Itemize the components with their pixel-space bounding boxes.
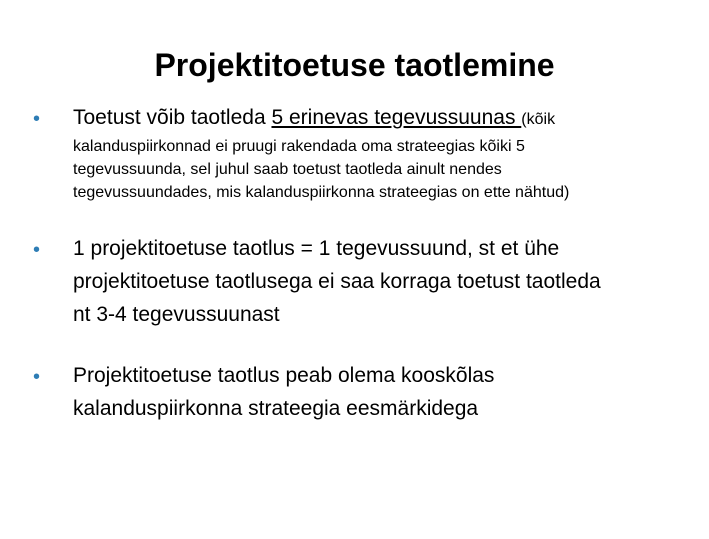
bullet-1-emphasis: 5 erinevas tegevussuunas	[271, 106, 522, 129]
slide-title: Projektitoetuse taotlemine	[154, 47, 555, 83]
bullet-1-lead: Toetust võib taotleda	[73, 106, 272, 129]
bullet-2-line-1: 1 projektitoetuse taotlus = 1 tegevussuund, st et ühe	[73, 237, 560, 260]
bullet-icon: •	[33, 108, 41, 130]
bullet-3-line-2: kalanduspiirkonna strateegia eesmärkidega	[73, 397, 479, 420]
bullet-1-note-line-1: kalanduspiirkonnad ei pruugi rakendada oma strateegias kõiki 5	[73, 138, 525, 155]
bullet-2-line-3: nt 3-4 tegevussuunast	[73, 303, 280, 326]
bullet-3-line-1: Projektitoetuse taotlus peab olema kooskõlas	[73, 364, 495, 387]
bullet-2-line-2: projektitoetuse taotlusega ei saa korraga toetust taotleda	[73, 270, 601, 293]
bullet-1-note-line-3: tegevussuundades, mis kalanduspiirkonna strateegias on ette nähtud)	[73, 184, 570, 201]
bullet-icon: •	[33, 239, 41, 261]
bullet-1-line-1	[73, 102, 555, 134]
bullet-1-note-line-2: tegevussuunda, sel juhul saab toetust taotleda ainult nendes	[73, 161, 502, 178]
bullet-icon: •	[33, 366, 41, 388]
bullet-1-note-open: (kõik	[521, 111, 556, 128]
